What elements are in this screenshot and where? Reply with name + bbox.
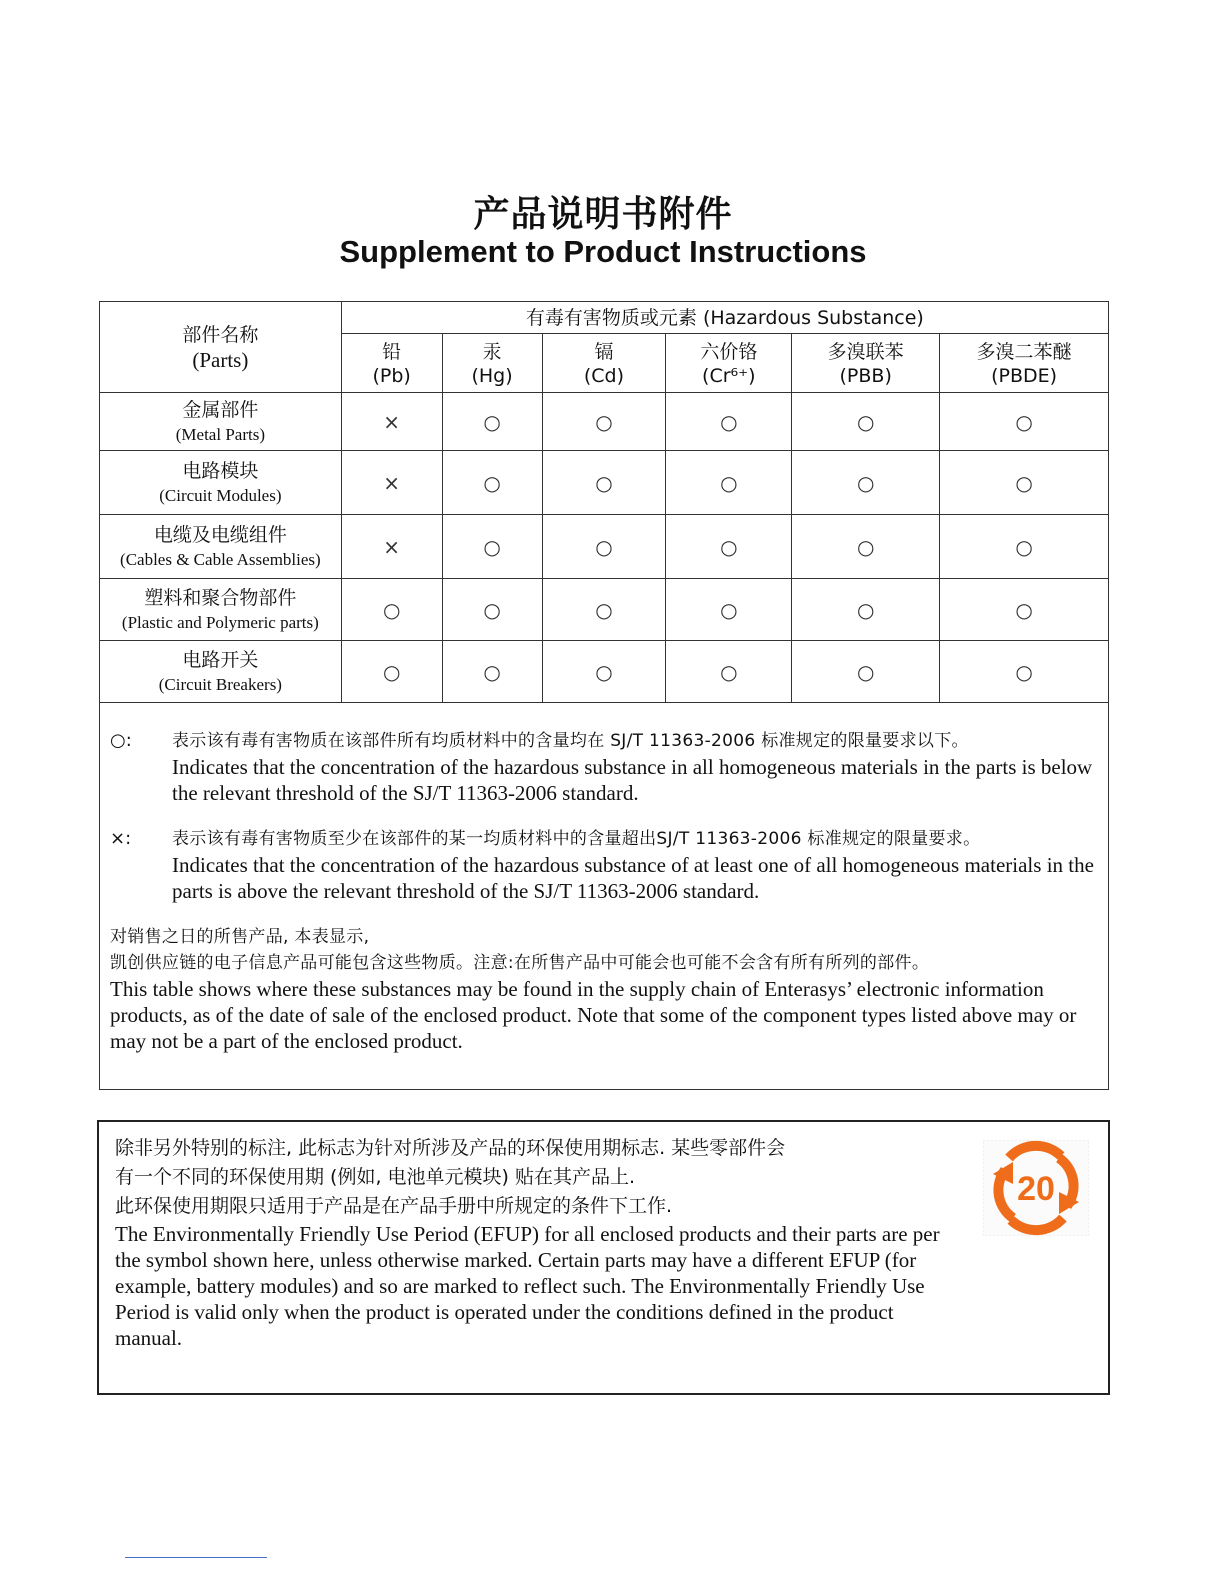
note-cross-symbol: ×: (110, 828, 132, 849)
footer-rule (125, 1557, 267, 1558)
part-name-en: (Cables & Cable Assemblies) (120, 549, 321, 569)
efup-box (97, 1120, 1110, 1395)
hazard-header (341, 302, 1108, 334)
note-circle-en: Indicates that the concentration of the hazardous substance in all homogeneous materials in the parts is below the relevant threshold of the SJ/T 11363-2006 standard. (172, 755, 1093, 805)
substance-mark: ○ (940, 515, 1109, 579)
substance-mark: × (341, 451, 442, 515)
part-name-en: (Circuit Breakers) (158, 674, 282, 694)
part-name-cell (100, 579, 342, 641)
sales-note (110, 924, 1100, 1054)
part-name-en: (Circuit Modules) (159, 485, 282, 505)
hazard-header-text: 有毒有害物质或元素 (Hazardous Substance) (525, 306, 924, 329)
substance-header-0 (341, 334, 442, 393)
substance-mark: × (341, 393, 442, 451)
efup-cn-2: 有一个不同的环保使用期 (例如, 电池单元模块) 贴在其产品上. (115, 1166, 636, 1188)
hazardous-substance-table (99, 301, 1109, 703)
substance-cn: 镉 (594, 341, 614, 363)
substance-symbol: (Hg) (471, 365, 513, 387)
table-row (100, 515, 1109, 579)
part-name-cell (100, 515, 342, 579)
substance-mark: × (341, 515, 442, 579)
note-circle-symbol: ○: (110, 730, 132, 751)
substance-mark: ○ (666, 515, 792, 579)
substance-mark: ○ (940, 579, 1109, 641)
efup-number: 20 (1017, 1170, 1055, 1208)
substance-mark: ○ (666, 641, 792, 703)
substance-symbol: (PBB) (839, 365, 892, 387)
substance-cn: 汞 (482, 341, 502, 363)
substance-header-2 (542, 334, 666, 393)
title-chinese: 产品说明书附件 (473, 193, 733, 235)
substance-mark: ○ (666, 451, 792, 515)
substance-header-1 (442, 334, 542, 393)
substance-mark: ○ (940, 451, 1109, 515)
efup-en: The Environmentally Friendly Use Period (EFUP) for all enclosed products and their parts are per the symbol shown here, unless otherwise marked. Certain parts may have a different EFUP (for example, battery modules) and so are marked to reflect such. The Environmentally Friendly Use Period is valid only when the product is operated under the conditions defined in the product manual. (115, 1222, 940, 1350)
note-cross-cn: 表示该有毒有害物质至少在该部件的某一均质材料中的含量超出SJ/T 11363-2006 标准规定的限量要求。 (172, 829, 981, 849)
table-row (100, 641, 1109, 703)
efup-20-icon (983, 1140, 1089, 1236)
substance-mark: ○ (442, 393, 542, 451)
efup-cn-3: 此环保使用期限只适用于产品是在产品手册中所规定的条件下工作. (115, 1195, 673, 1217)
substance-header-5 (940, 334, 1109, 393)
parts-header-cn: 部件名称 (182, 323, 259, 346)
parts-header-cell (100, 302, 342, 393)
substance-mark: ○ (792, 641, 940, 703)
table-row (100, 393, 1109, 451)
part-name-cn: 电缆及电缆组件 (153, 523, 287, 546)
part-name-cn: 金属部件 (182, 398, 259, 421)
substance-mark: ○ (792, 393, 940, 451)
substance-mark: ○ (542, 579, 666, 641)
substance-cn: 六价铬 (700, 341, 758, 363)
substance-symbol: (Cr⁶⁺) (702, 365, 756, 387)
part-name-cn: 电路开关 (182, 648, 259, 671)
part-name-cn: 塑料和聚合物部件 (144, 586, 297, 609)
substance-mark: ○ (542, 641, 666, 703)
sales-note-cn-1: 对销售之日的所售产品, 本表显示, (110, 927, 370, 947)
substance-header-3 (666, 334, 792, 393)
substance-symbol: (Pb) (372, 365, 411, 387)
table-row (100, 451, 1109, 515)
substance-mark: ○ (442, 515, 542, 579)
substance-mark: ○ (542, 515, 666, 579)
substance-mark: ○ (341, 641, 442, 703)
note-cross (110, 826, 1100, 904)
substance-cn: 铅 (382, 341, 402, 363)
substance-mark: ○ (442, 641, 542, 703)
substance-cn: 多溴二苯醚 (976, 341, 1072, 363)
parts-header-en: (Parts) (192, 347, 249, 372)
part-name-en: (Metal Parts) (175, 424, 265, 444)
substance-mark: ○ (940, 641, 1109, 703)
substance-mark: ○ (442, 451, 542, 515)
notes-section (110, 728, 1100, 1054)
part-name-cn: 电路模块 (182, 459, 259, 482)
substance-mark: ○ (666, 579, 792, 641)
sales-note-cn-2: 凯创供应链的电子信息产品可能包含这些物质。注意:在所售产品中可能会也可能不会含有所有所列的部件。 (110, 953, 930, 973)
part-name-cell (100, 451, 342, 515)
substance-symbol: (Cd) (583, 365, 625, 387)
substance-mark: ○ (666, 393, 792, 451)
note-circle (110, 728, 1100, 806)
efup-cn-1: 除非另外特别的标注, 此标志为针对所涉及产品的环保使用期标志. 某些零部件会 (115, 1137, 786, 1159)
substance-mark: ○ (341, 579, 442, 641)
sales-note-en: This table shows where these substances may be found in the supply chain of Enterasys’ electronic information products, as of the date of sale of the enclosed product. Note that some of the component types listed above may or may not be a part of the enclosed product. (110, 977, 1077, 1053)
substance-symbol: (PBDE) (991, 365, 1058, 387)
substance-cn: 多溴联苯 (827, 341, 904, 363)
substance-mark: ○ (542, 451, 666, 515)
substance-header-4 (792, 334, 940, 393)
substance-mark: ○ (792, 579, 940, 641)
substance-mark: ○ (542, 393, 666, 451)
table-row (100, 579, 1109, 641)
substance-mark: ○ (442, 579, 542, 641)
part-name-en: (Plastic and Polymeric parts) (121, 612, 319, 632)
substance-mark: ○ (940, 393, 1109, 451)
note-cross-en: Indicates that the concentration of the hazardous substance of at least one of all homogeneous materials in the parts is above the relevant threshold of the SJ/T 11363-2006 standard. (172, 853, 1094, 903)
title-english: Supplement to Product Instructions (339, 234, 867, 269)
substance-mark: ○ (792, 515, 940, 579)
note-circle-cn: 表示该有毒有害物质在该部件所有均质材料中的含量均在 SJ/T 11363-2006 标准规定的限量要求以下。 (172, 731, 969, 751)
part-name-cell (100, 393, 342, 451)
substance-mark: ○ (792, 451, 940, 515)
part-name-cell (100, 641, 342, 703)
efup-text (115, 1134, 945, 1351)
